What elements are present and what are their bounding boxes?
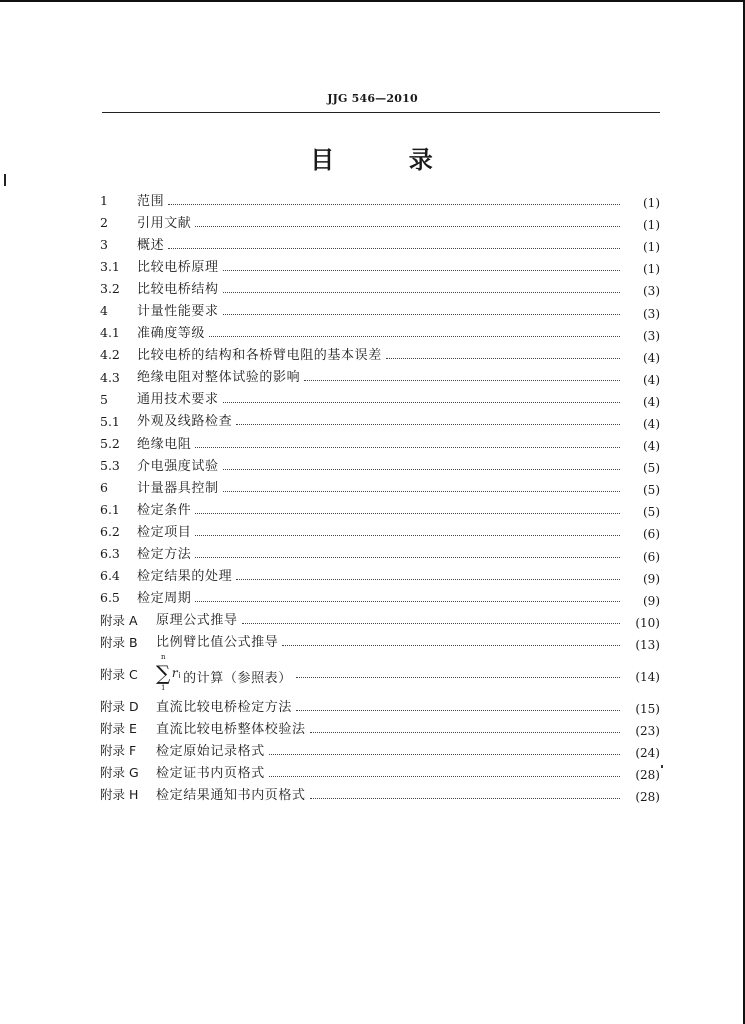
toc-number: 4.1 (100, 325, 120, 341)
toc-number: 4.2 (100, 347, 120, 363)
toc-label: 计量性能要求 (137, 304, 219, 320)
toc-page: (4) (643, 394, 660, 409)
dot-leader (168, 248, 620, 249)
dot-leader (223, 292, 620, 293)
toc-page: (1) (643, 218, 660, 233)
toc-page: (6) (643, 549, 660, 564)
dot-leader (195, 226, 620, 227)
sigma-glyph: ∑ (156, 660, 171, 685)
toc-entry[interactable] (100, 588, 660, 610)
appendix-number: 附录 F (100, 742, 137, 758)
toc-label: 检定证书内页格式 (156, 765, 265, 781)
toc-page: (4) (643, 439, 660, 454)
toc-label: 检定结果的处理 (137, 569, 233, 585)
table-of-contents (100, 190, 660, 806)
dot-leader (223, 402, 620, 403)
toc-number: 3.2 (100, 281, 120, 297)
sum-formula (156, 652, 182, 692)
toc-number: 5 (100, 391, 108, 407)
toc-number: 1 (100, 192, 108, 208)
toc-page: (5) (643, 505, 660, 520)
toc-number: 3 (100, 236, 108, 252)
toc-label: 计量器具控制 (137, 480, 219, 496)
formula-variable: r (171, 665, 179, 680)
toc-entry[interactable] (100, 477, 660, 499)
dot-leader (304, 380, 620, 381)
sigma-lower: 1 (161, 683, 167, 692)
toc-page: (5) (643, 483, 660, 498)
toc-entry[interactable] (100, 323, 660, 345)
dot-leader (195, 601, 620, 602)
toc-page: (1) (643, 240, 660, 255)
toc-label: 直流比较电桥检定方法 (156, 699, 293, 715)
appendix-number: 附录 C (100, 666, 138, 682)
toc-label: 检定周期 (137, 591, 192, 607)
toc-page: (15) (635, 702, 660, 717)
dot-leader (310, 798, 620, 799)
toc-entry[interactable] (100, 433, 660, 455)
toc-page: (10) (635, 615, 660, 630)
toc-page: (13) (635, 637, 660, 652)
toc-entry[interactable] (100, 300, 660, 322)
title-char: 目 (310, 146, 337, 174)
toc-page: (4) (643, 416, 660, 431)
toc-entry[interactable] (100, 212, 660, 234)
dot-leader (223, 491, 620, 492)
toc-page: (24) (635, 746, 660, 761)
toc-label: 概述 (137, 237, 165, 253)
sigma-symbol (156, 652, 171, 692)
toc-entry[interactable] (100, 256, 660, 278)
toc-label: 比较电桥的结构和各桥臂电阻的基本误差 (137, 348, 382, 364)
toc-entry[interactable] (100, 345, 660, 367)
toc-label: 检定结果通知书内页格式 (156, 787, 306, 803)
dot-leader (236, 579, 620, 580)
toc-label: 绝缘电阻对整体试验的影响 (137, 370, 301, 386)
toc-page: (5) (643, 461, 660, 476)
toc-number: 6.4 (100, 568, 120, 584)
dot-leader (223, 270, 620, 271)
title-char: 录 (408, 146, 435, 174)
toc-page: (6) (643, 527, 660, 542)
toc-page: (1) (643, 196, 660, 211)
appendix-number: 附录 G (100, 765, 139, 781)
toc-label: 检定项目 (137, 524, 192, 540)
toc-number: 6.5 (100, 590, 120, 606)
dot-leader (209, 336, 620, 337)
toc-label: 准确度等级 (137, 326, 206, 342)
toc-label: 检定原始记录格式 (156, 743, 265, 759)
toc-number: 4.3 (100, 369, 120, 385)
dot-leader (269, 776, 620, 777)
standard-code: JJG 546—2010 (327, 92, 418, 105)
toc-page: (3) (643, 306, 660, 321)
toc-appendix-entry[interactable] (100, 784, 660, 806)
dot-leader (223, 314, 620, 315)
toc-entry[interactable] (100, 278, 660, 300)
toc-label: 比较电桥结构 (137, 281, 219, 297)
toc-entry[interactable] (100, 455, 660, 477)
toc-number: 6 (100, 480, 108, 496)
toc-label: 介电强度试验 (137, 458, 219, 474)
dot-leader (195, 447, 620, 448)
dot-leader (282, 645, 620, 646)
scan-border-top (0, 0, 745, 2)
toc-label: 检定条件 (137, 502, 192, 518)
appendix-number: 附录 H (100, 787, 139, 803)
toc-number: 6.3 (100, 546, 120, 562)
dot-leader (310, 732, 620, 733)
dot-leader (195, 513, 620, 514)
toc-page: (4) (643, 350, 660, 365)
toc-page: (23) (635, 724, 660, 739)
toc-number: 6.1 (100, 502, 120, 518)
dot-leader (296, 677, 620, 678)
toc-appendix-entry[interactable] (100, 610, 660, 632)
toc-appendix-entry[interactable] (100, 696, 660, 718)
toc-number: 2 (100, 214, 108, 230)
dot-leader (223, 469, 620, 470)
toc-number: 3.1 (100, 259, 120, 275)
toc-page: (28) (635, 768, 660, 783)
toc-page: (3) (643, 284, 660, 299)
toc-appendix-entry[interactable] (100, 718, 660, 740)
toc-number: 6.2 (100, 524, 120, 540)
toc-appendix-entry[interactable] (100, 654, 660, 696)
dot-leader (296, 710, 620, 711)
appendix-number: 附录 D (100, 698, 139, 714)
toc-page: (3) (643, 328, 660, 343)
sigma-upper: n (161, 652, 167, 661)
toc-label: 外观及线路检查 (137, 414, 233, 430)
dot-leader (269, 754, 620, 755)
toc-page: (28) (635, 790, 660, 805)
page-title (0, 140, 745, 175)
toc-label (156, 652, 296, 692)
scan-mark (661, 765, 663, 768)
dot-leader (195, 535, 620, 536)
toc-label: 范围 (137, 193, 165, 209)
toc-label: 比较电桥原理 (137, 259, 219, 275)
dot-leader (168, 204, 620, 205)
dot-leader (195, 557, 620, 558)
toc-entry[interactable] (100, 389, 660, 411)
toc-number: 5.1 (100, 413, 120, 429)
dot-leader (236, 424, 620, 425)
toc-number: 4 (100, 303, 108, 319)
toc-entry[interactable] (100, 367, 660, 389)
toc-entry[interactable] (100, 544, 660, 566)
toc-entry[interactable] (100, 521, 660, 543)
toc-number: 5.3 (100, 457, 120, 473)
toc-page: (9) (643, 593, 660, 608)
toc-appendix-entry[interactable] (100, 632, 660, 654)
toc-page: (1) (643, 262, 660, 277)
toc-entry[interactable] (100, 499, 660, 521)
appendix-number: 附录 A (100, 612, 138, 628)
toc-label: 绝缘电阻 (137, 436, 192, 452)
toc-entry[interactable] (100, 234, 660, 256)
toc-page: (14) (635, 669, 660, 684)
toc-label-text: 的计算（参照表） (183, 670, 292, 686)
dot-leader (242, 623, 620, 624)
toc-page: (9) (643, 571, 660, 586)
toc-label: 直流比较电桥整体校验法 (156, 721, 306, 737)
toc-label: 检定方法 (137, 547, 192, 563)
scan-mark (4, 174, 6, 186)
toc-page: (4) (643, 372, 660, 387)
dot-leader (386, 358, 620, 359)
toc-label: 引用文献 (137, 215, 192, 231)
toc-entry[interactable] (100, 190, 660, 212)
toc-entry[interactable] (100, 411, 660, 433)
toc-entry[interactable] (100, 566, 660, 588)
toc-number: 5.2 (100, 435, 120, 451)
toc-label: 比例臂比值公式推导 (156, 635, 279, 651)
toc-label: 通用技术要求 (137, 392, 219, 408)
formula-subscript: i (178, 670, 182, 680)
toc-appendix-entry[interactable] (100, 740, 660, 762)
appendix-number: 附录 B (100, 634, 138, 650)
toc-appendix-entry[interactable] (100, 762, 660, 784)
appendix-number: 附录 E (100, 720, 137, 736)
toc-label: 原理公式推导 (156, 613, 238, 629)
header-rule (102, 112, 660, 113)
